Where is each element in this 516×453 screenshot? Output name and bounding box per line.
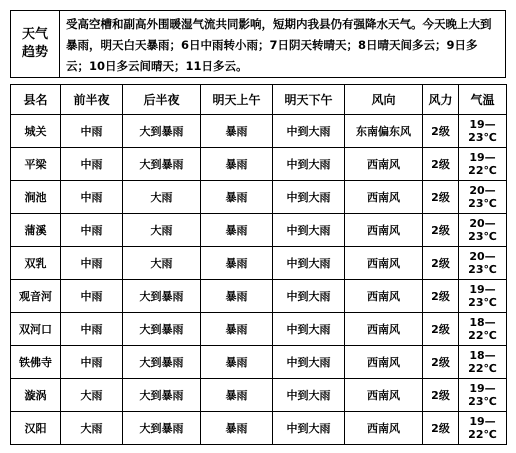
cell-temperature: 20—23℃	[459, 214, 507, 247]
cell-wind-force: 2级	[423, 346, 459, 379]
cell-second-half-night: 大雨	[123, 247, 201, 280]
cell-wind-direction: 西南风	[345, 181, 423, 214]
cell-wind-direction: 西南风	[345, 214, 423, 247]
cell-county-name: 平梁	[11, 148, 61, 181]
cell-wind-direction: 西南风	[345, 412, 423, 445]
cell-county-name: 漩涡	[11, 379, 61, 412]
cell-temperature: 19—22℃	[459, 148, 507, 181]
cell-wind-direction: 西南风	[345, 346, 423, 379]
cell-tomorrow-afternoon: 中到大雨	[273, 181, 345, 214]
cell-temperature: 19—23℃	[459, 115, 507, 148]
cell-wind-direction: 西南风	[345, 313, 423, 346]
weather-trend-text: 受高空槽和副高外围暖湿气流共同影响，短期内我县仍有强降水天气。今天晚上大到暴雨，明天白天暴雨；6日中雨转小雨；7日阴天转晴天；8日晴天间多云；9日多云；10日多云间晴天；11日多云。	[66, 17, 492, 73]
forecast-table	[10, 84, 507, 445]
cell-second-half-night: 大到暴雨	[123, 379, 201, 412]
cell-wind-force: 2级	[423, 181, 459, 214]
cell-tomorrow-morning: 暴雨	[201, 181, 273, 214]
cell-wind-direction: 西南风	[345, 379, 423, 412]
cell-county-name: 双河口	[11, 313, 61, 346]
cell-first-half-night: 中雨	[61, 214, 123, 247]
cell-second-half-night: 大到暴雨	[123, 115, 201, 148]
cell-second-half-night: 大雨	[123, 214, 201, 247]
table-row	[11, 181, 507, 214]
cell-wind-force: 2级	[423, 148, 459, 181]
header-second-half-night: 后半夜	[123, 85, 201, 115]
cell-wind-force: 2级	[423, 280, 459, 313]
cell-second-half-night: 大到暴雨	[123, 412, 201, 445]
cell-temperature: 18—22℃	[459, 346, 507, 379]
cell-second-half-night: 大到暴雨	[123, 313, 201, 346]
cell-wind-force: 2级	[423, 115, 459, 148]
header-tomorrow-afternoon: 明天下午	[273, 85, 345, 115]
cell-tomorrow-morning: 暴雨	[201, 214, 273, 247]
table-header-row	[11, 85, 507, 115]
header-wind-direction: 风向	[345, 85, 423, 115]
cell-county-name: 汉阳	[11, 412, 61, 445]
cell-tomorrow-afternoon: 中到大雨	[273, 280, 345, 313]
cell-tomorrow-morning: 暴雨	[201, 313, 273, 346]
table-row	[11, 412, 507, 445]
cell-first-half-night: 中雨	[61, 148, 123, 181]
trend-label-line1: 天气	[21, 27, 48, 42]
cell-wind-direction: 西南风	[345, 280, 423, 313]
header-temperature: 气温	[459, 85, 507, 115]
table-row	[11, 247, 507, 280]
cell-second-half-night: 大到暴雨	[123, 280, 201, 313]
cell-first-half-night: 大雨	[61, 412, 123, 445]
trend-label-line2: 趋势	[21, 45, 48, 60]
table-row	[11, 379, 507, 412]
weather-trend-label	[11, 11, 60, 77]
cell-county-name: 观音河	[11, 280, 61, 313]
weather-trend-box	[10, 10, 506, 78]
cell-tomorrow-afternoon: 中到大雨	[273, 247, 345, 280]
cell-second-half-night: 大到暴雨	[123, 148, 201, 181]
table-row	[11, 280, 507, 313]
cell-wind-force: 2级	[423, 313, 459, 346]
cell-tomorrow-afternoon: 中到大雨	[273, 148, 345, 181]
cell-county-name: 城关	[11, 115, 61, 148]
cell-tomorrow-afternoon: 中到大雨	[273, 346, 345, 379]
cell-second-half-night: 大到暴雨	[123, 346, 201, 379]
cell-wind-force: 2级	[423, 247, 459, 280]
cell-first-half-night: 中雨	[61, 313, 123, 346]
header-tomorrow-morning: 明天上午	[201, 85, 273, 115]
table-row	[11, 115, 507, 148]
cell-wind-direction: 东南偏东风	[345, 115, 423, 148]
cell-wind-direction: 西南风	[345, 247, 423, 280]
table-row	[11, 214, 507, 247]
cell-county-name: 铁佛寺	[11, 346, 61, 379]
cell-wind-force: 2级	[423, 412, 459, 445]
cell-tomorrow-morning: 暴雨	[201, 379, 273, 412]
cell-temperature: 20—23℃	[459, 247, 507, 280]
table-row	[11, 148, 507, 181]
cell-first-half-night: 中雨	[61, 115, 123, 148]
cell-tomorrow-afternoon: 中到大雨	[273, 313, 345, 346]
cell-tomorrow-morning: 暴雨	[201, 247, 273, 280]
table-row	[11, 313, 507, 346]
cell-county-name: 双乳	[11, 247, 61, 280]
cell-second-half-night: 大雨	[123, 181, 201, 214]
header-first-half-night: 前半夜	[61, 85, 123, 115]
cell-tomorrow-afternoon: 中到大雨	[273, 214, 345, 247]
header-wind-force: 风力	[423, 85, 459, 115]
cell-tomorrow-morning: 暴雨	[201, 346, 273, 379]
cell-temperature: 18—22℃	[459, 313, 507, 346]
cell-tomorrow-morning: 暴雨	[201, 412, 273, 445]
cell-tomorrow-morning: 暴雨	[201, 148, 273, 181]
cell-tomorrow-afternoon: 中到大雨	[273, 379, 345, 412]
cell-first-half-night: 中雨	[61, 280, 123, 313]
cell-tomorrow-morning: 暴雨	[201, 115, 273, 148]
cell-first-half-night: 中雨	[61, 247, 123, 280]
cell-first-half-night: 中雨	[61, 181, 123, 214]
cell-temperature: 19—23℃	[459, 280, 507, 313]
cell-county-name: 涧池	[11, 181, 61, 214]
header-county: 县名	[11, 85, 61, 115]
cell-wind-force: 2级	[423, 214, 459, 247]
cell-tomorrow-afternoon: 中到大雨	[273, 412, 345, 445]
cell-temperature: 20—23℃	[459, 181, 507, 214]
cell-tomorrow-morning: 暴雨	[201, 280, 273, 313]
cell-wind-direction: 西南风	[345, 148, 423, 181]
cell-temperature: 19—22℃	[459, 412, 507, 445]
cell-county-name: 蒲溪	[11, 214, 61, 247]
cell-wind-force: 2级	[423, 379, 459, 412]
cell-first-half-night: 大雨	[61, 379, 123, 412]
table-row	[11, 346, 507, 379]
cell-tomorrow-afternoon: 中到大雨	[273, 115, 345, 148]
cell-first-half-night: 中雨	[61, 346, 123, 379]
cell-temperature: 19—23℃	[459, 379, 507, 412]
